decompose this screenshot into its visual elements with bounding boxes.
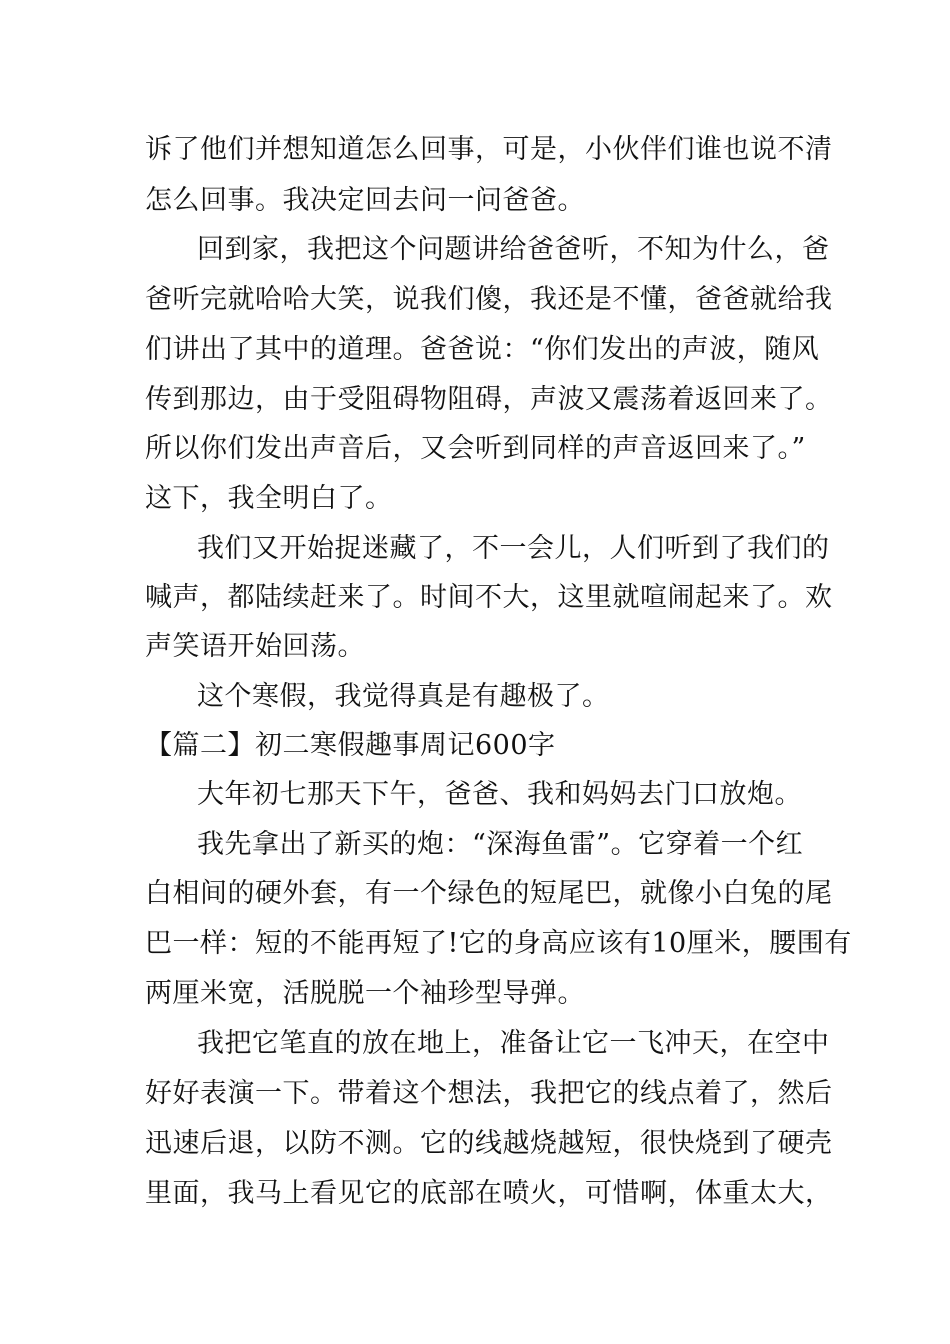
text-line: 爸听完就哈哈大笑，说我们傻，我还是不懂，爸爸就给我 <box>145 284 833 315</box>
text-line: 回到家，我把这个问题讲给爸爸听，不知为什么，爸 <box>197 234 830 265</box>
text-line: 我们又开始捉迷藏了，不一会儿，人们听到了我们的 <box>197 533 830 564</box>
section-heading: 【篇二】初二寒假趣事周记600字 <box>145 730 556 761</box>
text-line: 诉了他们并想知道怎么回事，可是，小伙伴们谁也说不清 <box>145 134 833 165</box>
text-line: 好好表演一下。带着这个想法，我把它的线点着了，然后 <box>145 1078 833 1109</box>
text-line: 迅速后退，以防不测。它的线越烧越短，很快烧到了硬壳 <box>145 1128 833 1159</box>
text-line: 所以你们发出声音后，又会听到同样的声音返回来了。” <box>145 433 806 464</box>
text-line: 两厘米宽，活脱脱一个袖珍型导弹。 <box>145 978 585 1009</box>
text-line: 喊声，都陆续赶来了。时间不大，这里就喧闹起来了。欢 <box>145 582 833 613</box>
text-line: 怎么回事。我决定回去问一问爸爸。 <box>145 185 585 216</box>
text-line: 我把它笔直的放在地上，准备让它一飞冲天，在空中 <box>197 1028 830 1059</box>
text-line: 这个寒假，我觉得真是有趣极了。 <box>197 681 610 712</box>
text-line: 们讲出了其中的道理。爸爸说：“你们发出的声波，随风 <box>145 334 820 365</box>
text-line: 我先拿出了新买的炮：“深海鱼雷”。它穿着一个红 <box>197 829 804 860</box>
text-line: 这下，我全明白了。 <box>145 483 393 514</box>
text-line: 白相间的硬外套，有一个绿色的短尾巴，就像小白兔的尾 <box>145 878 833 909</box>
text-line: 声笑语开始回荡。 <box>145 631 365 662</box>
text-line: 传到那边，由于受阻碍物阻碍，声波又震荡着返回来了。 <box>145 384 833 415</box>
text-line: 里面，我马上看见它的底部在喷火，可惜啊，体重太大， <box>145 1178 833 1209</box>
text-line: 大年初七那天下午，爸爸、我和妈妈去门口放炮。 <box>197 779 802 810</box>
text-line: 巴一样：短的不能再短了!它的身高应该有10厘米，腰围有 <box>145 928 852 959</box>
